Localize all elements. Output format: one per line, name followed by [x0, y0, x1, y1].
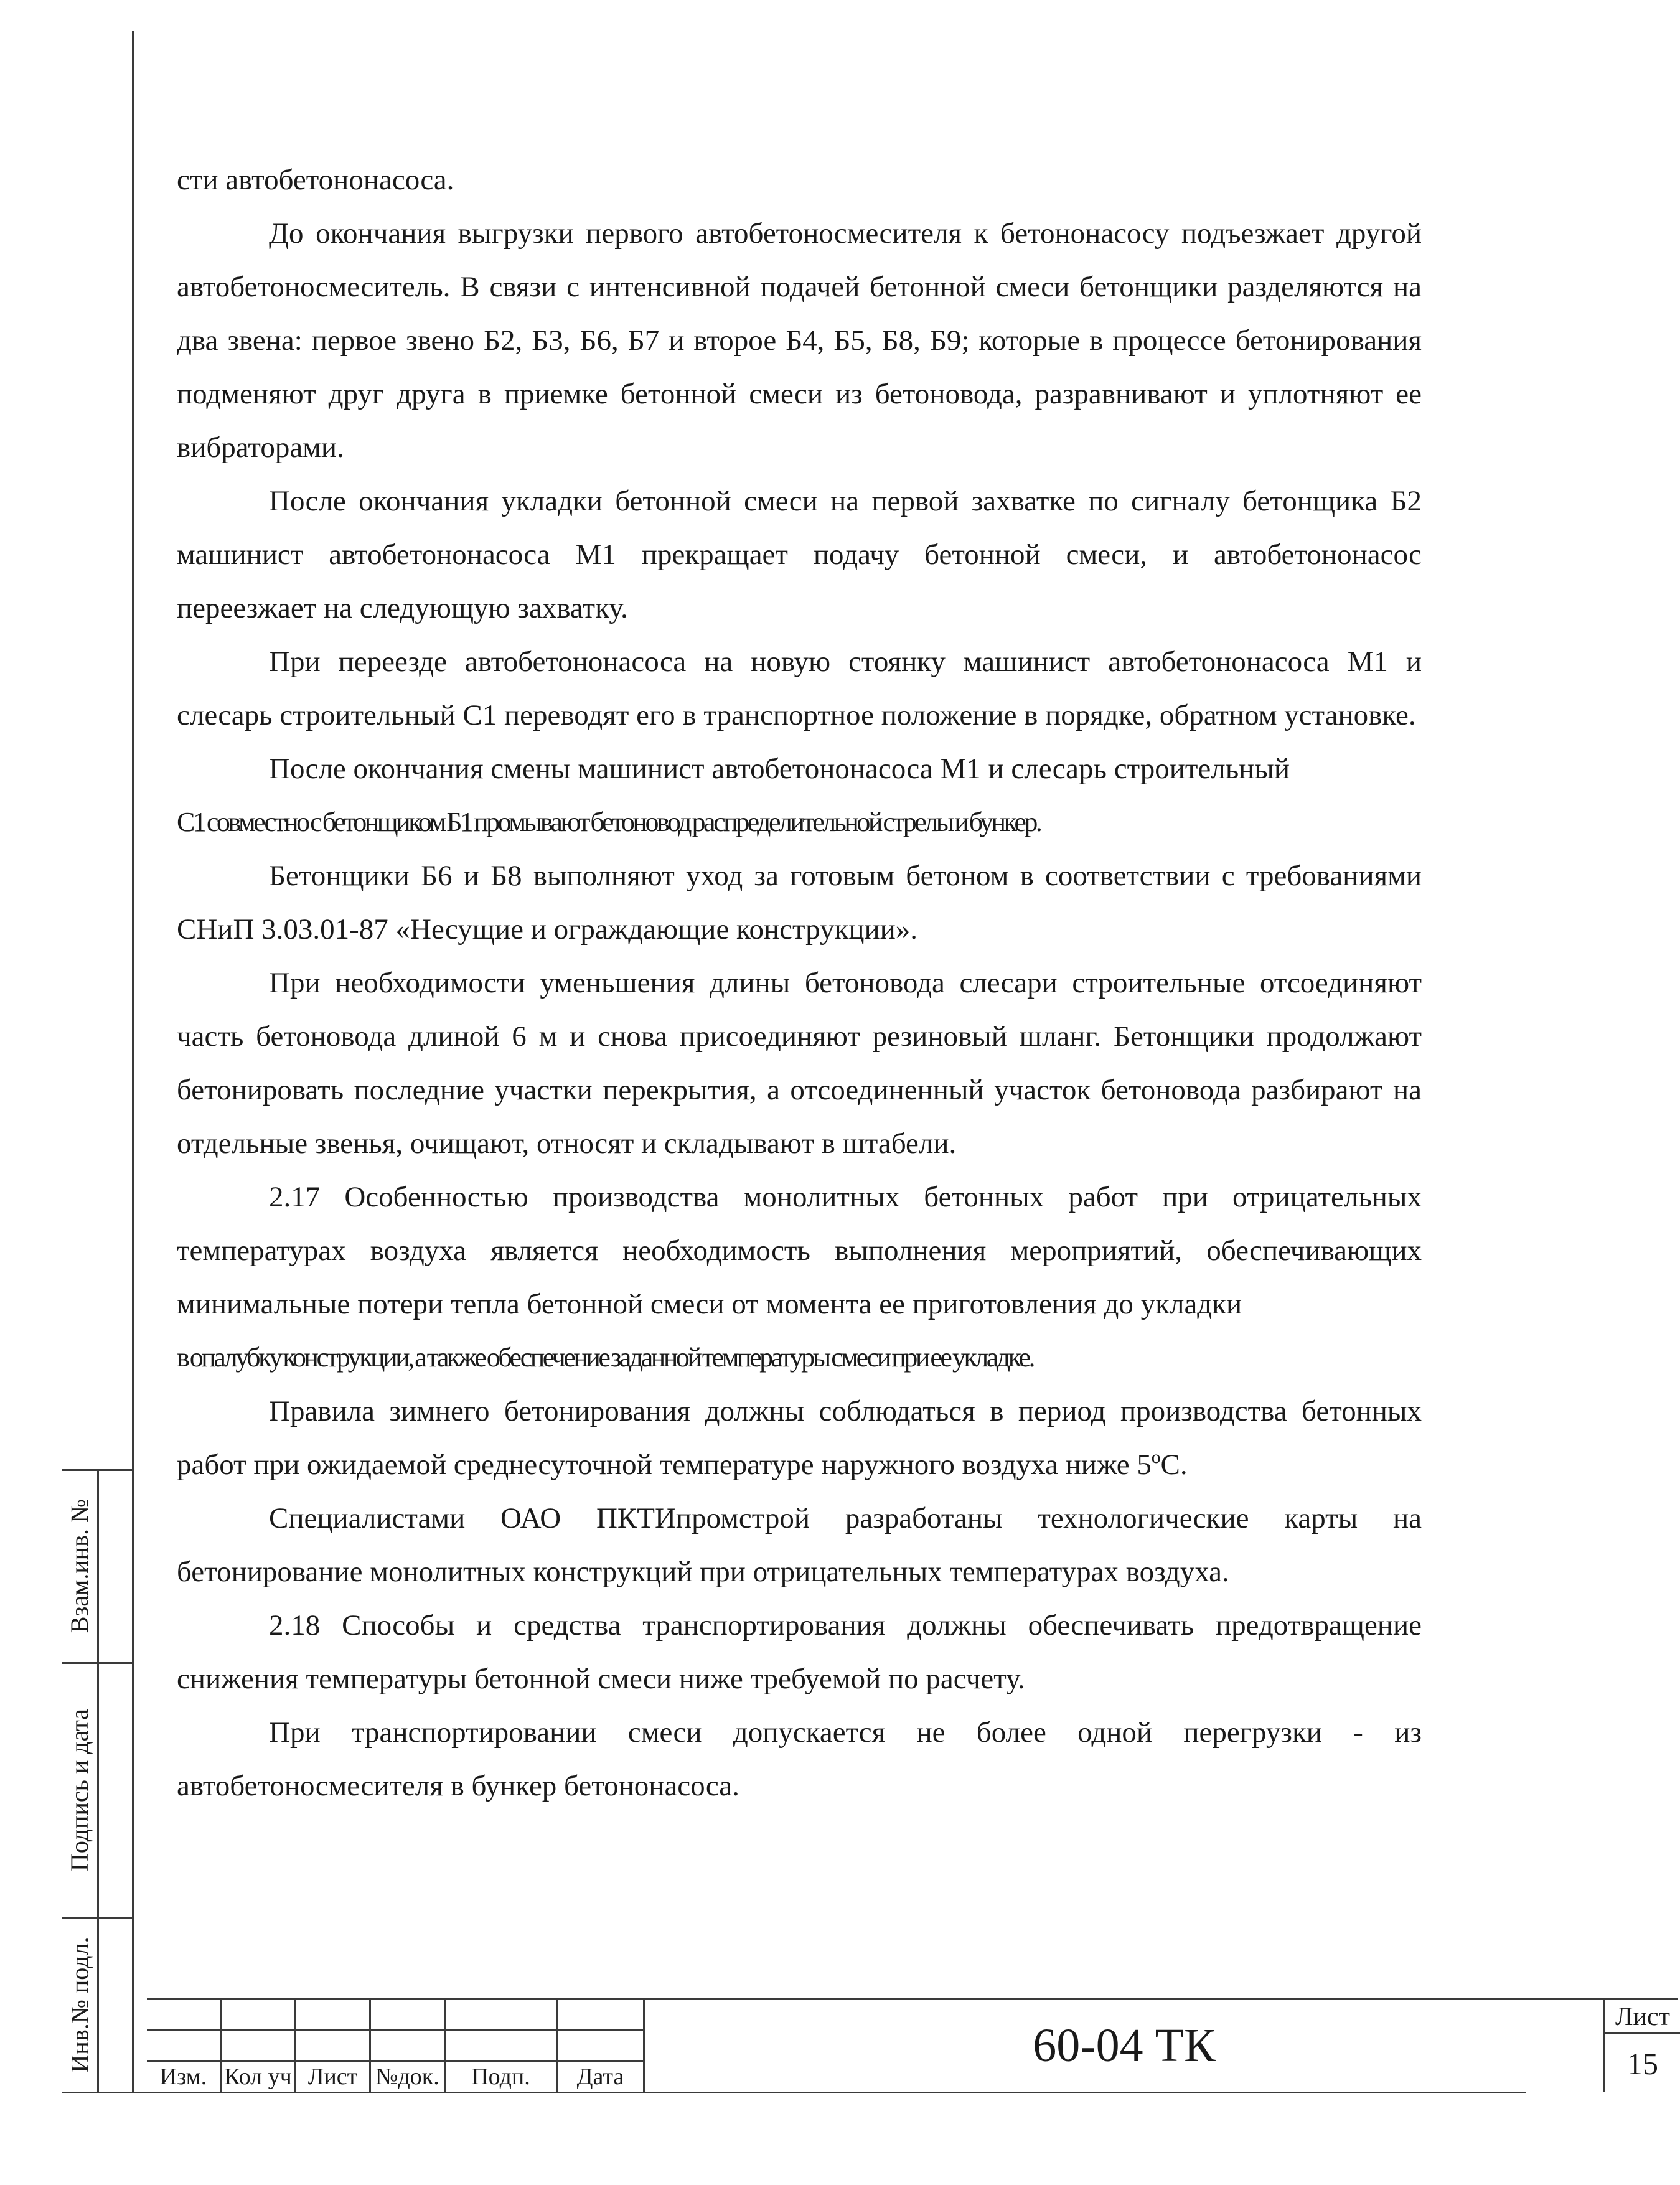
paragraph: С1 совместно с бетонщиком Б1 промывают бетоновод распределительной стрелы и бункер.	[177, 807, 1041, 837]
paragraph: Специалистами ОАО ПКТИпромстрой разработаны технологические карты на бетонирование монолитных конструкций при отрицательных температурах воздуха.	[177, 1502, 1422, 1588]
title-block-cell	[371, 1998, 446, 2029]
title-block-cell	[222, 1998, 296, 2029]
sheet-number: 15	[1627, 2046, 1658, 2081]
body-text	[177, 153, 1422, 1813]
page-frame-bottom	[62, 2092, 1526, 2093]
paragraph: 2.17 Особенностью производства монолитных бетонных работ при отрицательных температурах воздуха является необходимость выполнения мероприятий, обеспечивающих минимальные потери тепла бетонной смеси от момента ее приготовления до укладки	[177, 1181, 1422, 1320]
title-block-cell	[558, 2029, 645, 2060]
title-block-cell	[296, 2029, 371, 2060]
paragraph: При переезде автобетононасоса на новую стоянку машинист автобетононасоса М1 и слесарь строительный С1 переводят его в транспортное положение в порядке, обратном установке.	[177, 646, 1422, 731]
paragraph: Бетонщики Б6 и Б8 выполняют уход за готовым бетоном в соответствии с требованиями СНиП 3.03.01-87 «Несущие и ограждающие конструкции».	[177, 860, 1422, 946]
paragraph: 2.18 Способы и средства транспортирования должны обеспечивать предотвращение снижения температуры бетонной смеси ниже требуемой по расчету.	[177, 1609, 1422, 1695]
paragraph: Правила зимнего бетонирования должны соблюдаться в период производства бетонных работ при ожидаемой среднесуточной температуре наружного воздуха ниже 5ºС.	[177, 1395, 1422, 1481]
title-block-cell	[446, 2029, 558, 2060]
title-block-header-signature: Подп.	[446, 2060, 558, 2092]
paragraph: После окончания укладки бетонной смеси на первой захватке по сигналу бетонщика Б2 машинист автобетононасоса М1 прекращает подачу бетонной смеси, и автобетононасос переезжает на следующую захватку.	[177, 485, 1422, 624]
side-stamp	[62, 1469, 132, 2092]
paragraph: в опалубку конструкции, а также обеспечение заданной температуры смеси при ее укладке.	[177, 1342, 1033, 1373]
paragraph: После окончания смены машинист автобетононасоса М1 и слесарь строительный	[269, 753, 1290, 785]
title-block-cell	[446, 1998, 558, 2029]
title-block-header-count: Кол уч	[222, 2060, 296, 2092]
title-block-header-sheet: Лист	[296, 2060, 371, 2092]
side-label-original-inventory: Инв.№ подл.	[65, 1937, 94, 2072]
paragraph: При транспортировании смеси допускается не более одной перегрузки - из автобетоносмесителя в бункер бетононасоса.	[177, 1716, 1422, 1802]
title-block-cell	[296, 1998, 371, 2029]
title-block-cell	[222, 2029, 296, 2060]
page-frame-left	[132, 31, 134, 2092]
paragraph: До окончания выгрузки первого автобетоносмесителя к бетононасосу подъезжает другой автобетоносмеситель. В связи с интенсивной подачей бетонной смеси бетонщики разделяются на два звена: первое звено Б2, Б3, Б6, Б7 и второе Б4, Б5, Б8, Б9; которые в процессе бетонирования подменяют друг друга в приемке бетонной смеси из бетоновода, разравнивают и уплотняют ее вибраторами.	[177, 217, 1422, 464]
title-block-cell	[371, 2029, 446, 2060]
title-block-header-date: Дата	[558, 2060, 645, 2092]
title-block-cell	[147, 2029, 222, 2060]
paragraph: сти автобетононасоса.	[177, 164, 454, 196]
paragraph: При необходимости уменьшения длины бетоновода слесари строительные отсоединяют часть бетоновода длиной 6 м и снова присоединяют резиновый шланг. Бетонщики продолжают бетонировать последние участки перекрытия, а отсоединенный участок бетоновода разбирают на отдельные звенья, очищают, относят и складывают в штабели.	[177, 967, 1422, 1160]
title-block	[147, 1998, 1670, 2092]
side-label-replacement-inventory: Взам.инв. №	[65, 1498, 94, 1633]
sheet-box	[1603, 1998, 1678, 2092]
title-block-header-doc-number: №док.	[371, 2060, 446, 2092]
side-stamp-column-line	[97, 1469, 99, 2092]
sheet-label: Лист	[1605, 2000, 1680, 2034]
side-label-signature-date: Подпись и дата	[65, 1708, 94, 1871]
title-block-cell	[558, 1998, 645, 2029]
title-block-header-change: Изм.	[147, 2060, 222, 2092]
document-code: 60-04 ТК	[645, 1998, 1603, 2092]
title-block-cell	[147, 1998, 222, 2029]
